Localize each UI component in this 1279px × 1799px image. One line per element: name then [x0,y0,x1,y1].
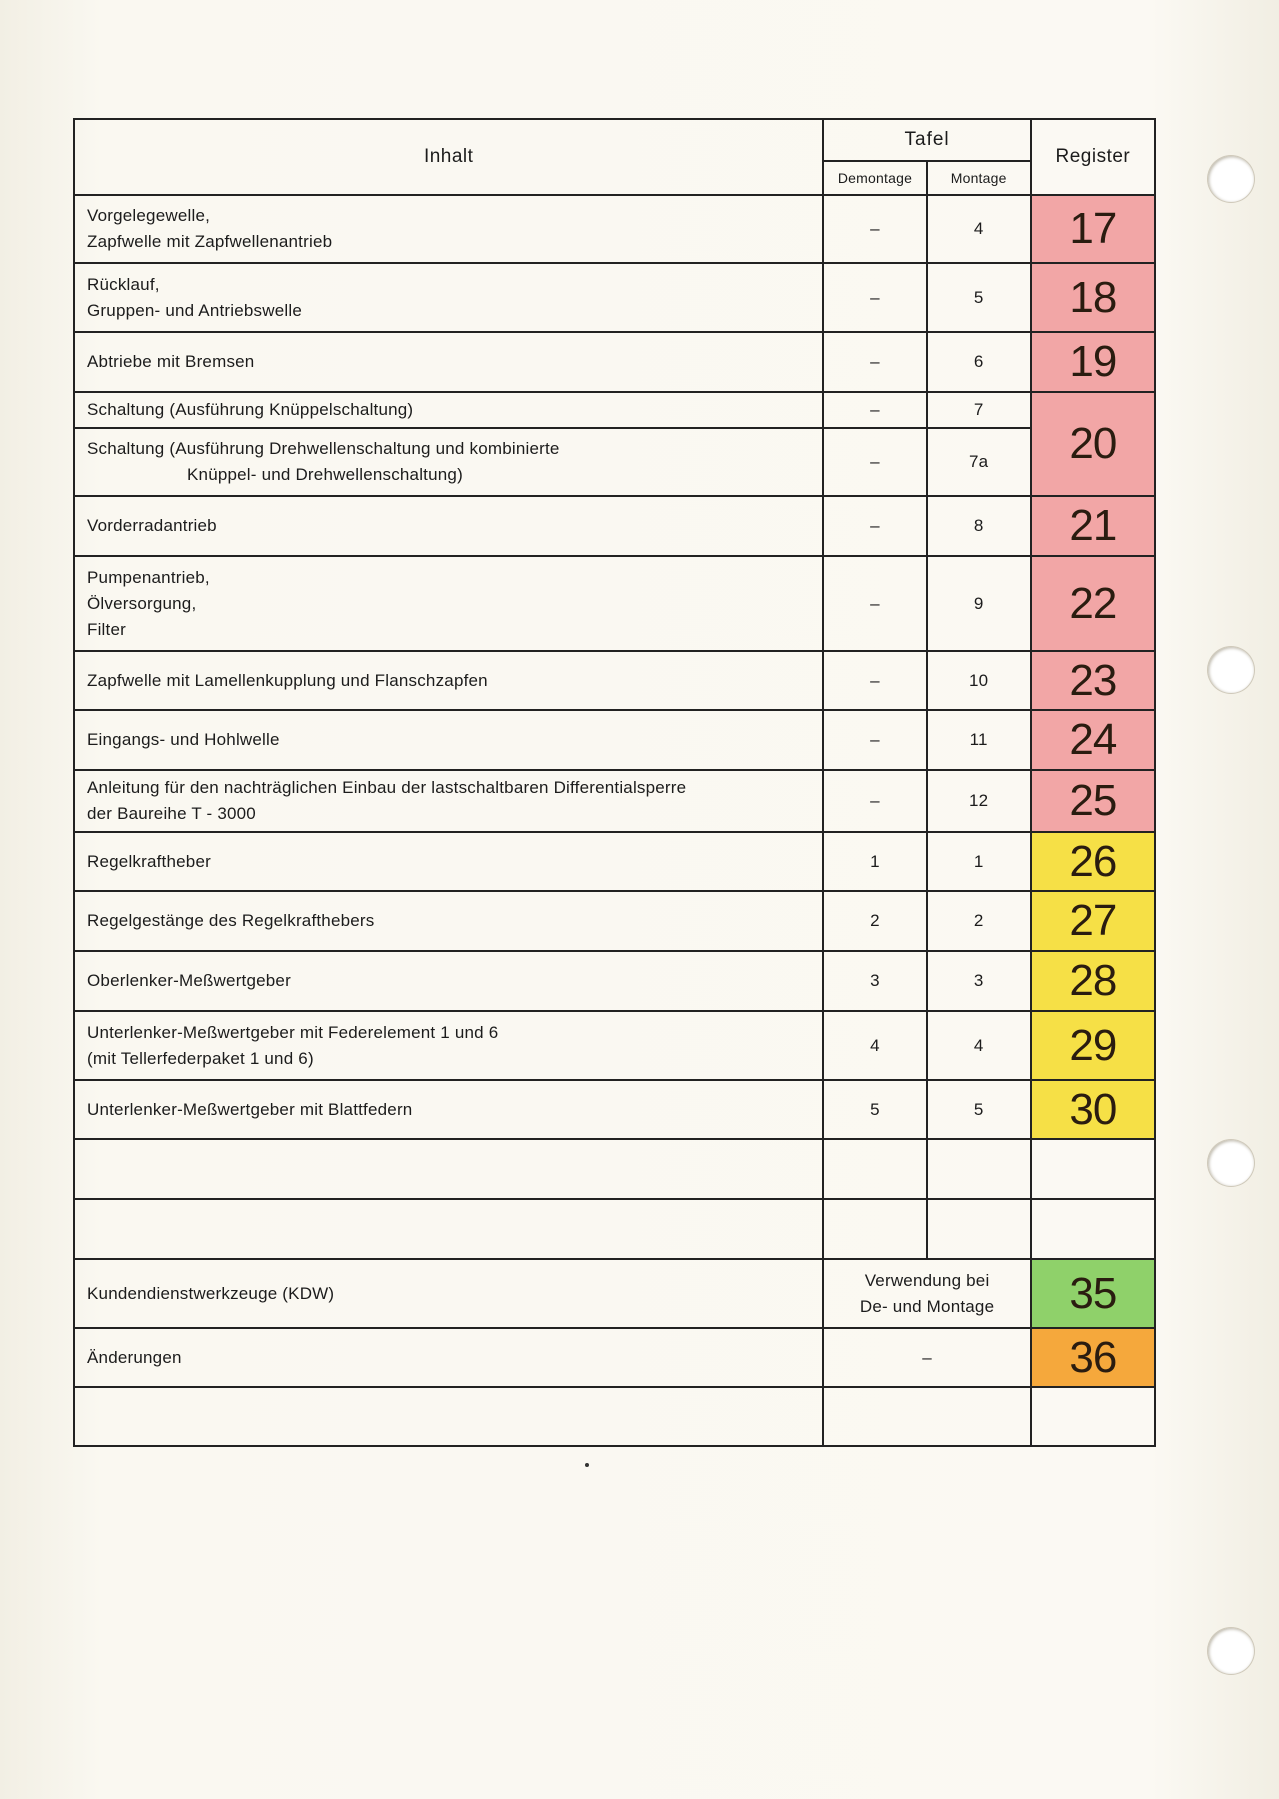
table-row [74,651,1155,710]
inhalt-line: Schaltung (Ausführung Knüppelschaltung) [87,400,414,419]
demontage-cell: 2 [823,891,926,951]
inhalt-line: Unterlenker-Meßwertgeber mit Federelement 1 und 6 [87,1022,499,1042]
inhalt-cell [74,1011,823,1080]
montage-cell: 7a [927,428,1031,496]
demontage-cell: – [823,651,926,710]
kdw-tafel-line: Verwendung bei [864,1270,990,1290]
register-tab[interactable]: 19 [1031,332,1155,392]
montage-cell: 3 [927,951,1031,1011]
register-tab[interactable]: 20 [1031,392,1155,496]
inhalt-line: Vorgelegewelle, [87,206,211,225]
empty-cell [927,1139,1031,1199]
inhalt-line: Zapfwelle mit Lamellenkupplung und Flanschzapfen [87,670,488,690]
demontage-cell: – [823,332,926,392]
montage-cell: 9 [927,556,1031,651]
montage-cell: 10 [927,651,1031,710]
montage-cell: 2 [927,891,1031,951]
register-tab-kdw[interactable]: 35 [1031,1259,1155,1328]
aenderungen-label: Änderungen [74,1328,823,1387]
inhalt-cell [74,428,823,496]
header-register: Register [1031,119,1155,195]
punch-hole [1208,647,1254,693]
register-tab[interactable]: 24 [1031,710,1155,770]
table-row [74,496,1155,556]
table-row [74,195,1155,263]
demontage-cell: – [823,428,926,496]
register-tab[interactable]: 22 [1031,556,1155,651]
inhalt-line: Schaltung (Ausführung Drehwellenschaltung und kombinierte [87,439,560,458]
empty-cell [823,1387,1030,1446]
inhalt-line: Zapfwelle mit Zapfwellenantrieb [87,232,333,251]
inhalt-cell [74,263,823,332]
empty-cell [74,1387,823,1446]
register-tab[interactable]: 29 [1031,1011,1155,1080]
kdw-tafel-cell [823,1259,1030,1328]
empty-row [74,1139,1155,1199]
montage-cell: 5 [927,1080,1031,1139]
inhalt-cell [74,651,823,710]
kdw-tafel-line: De- und Montage [859,1296,995,1316]
table-row [74,891,1155,951]
table-row [74,428,1155,496]
register-tab[interactable]: 23 [1031,651,1155,710]
inhalt-line: Gruppen- und Antriebswelle [87,300,302,320]
aenderungen-tafel-cell: – [823,1328,1030,1387]
inhalt-cell [74,891,823,951]
empty-row [74,1387,1155,1446]
montage-cell: 12 [927,770,1031,832]
header-montage: Montage [927,161,1031,195]
montage-cell: 6 [927,332,1031,392]
paper-speck [585,1463,589,1467]
empty-cell [823,1199,926,1259]
demontage-cell: 1 [823,832,926,891]
table-row [74,392,1155,428]
register-tab[interactable]: 30 [1031,1080,1155,1139]
empty-cell [1031,1139,1155,1199]
demontage-cell: 5 [823,1080,926,1139]
demontage-cell: – [823,556,926,651]
table-row [74,263,1155,332]
table-row [74,951,1155,1011]
register-index-table [73,118,1156,1447]
inhalt-line: Eingangs- und Hohlwelle [87,730,280,749]
inhalt-line: Filter [87,619,126,639]
inhalt-line: Unterlenker-Meßwertgeber mit Blattfedern [87,1099,413,1119]
register-tab[interactable]: 28 [1031,951,1155,1011]
inhalt-line: Pumpenantrieb, [87,567,210,587]
header-demontage: Demontage [823,161,926,195]
header-inhalt: Inhalt [74,119,823,195]
inhalt-line: (mit Tellerfederpaket 1 und 6) [87,1048,314,1068]
table-row [74,710,1155,770]
register-tab[interactable]: 17 [1031,195,1155,263]
inhalt-cell [74,556,823,651]
inhalt-cell [74,832,823,891]
punch-hole [1208,1140,1254,1186]
demontage-cell: – [823,195,926,263]
table-row [74,832,1155,891]
header-tafel: Tafel [823,119,1030,161]
table-row [74,1080,1155,1139]
register-tab[interactable]: 18 [1031,263,1155,332]
register-tab[interactable]: 21 [1031,496,1155,556]
inhalt-line: Vorderradantrieb [87,516,217,535]
demontage-cell: – [823,770,926,832]
montage-cell: 8 [927,496,1031,556]
inhalt-cell [74,392,823,428]
montage-cell: 4 [927,1011,1031,1080]
register-tab[interactable]: 25 [1031,770,1155,832]
empty-cell [1031,1199,1155,1259]
inhalt-line: Oberlenker-Meßwertgeber [87,971,291,990]
demontage-cell: – [823,392,926,428]
table-row-aenderungen [74,1328,1155,1387]
empty-row [74,1199,1155,1259]
inhalt-line: Rücklauf, [87,274,160,294]
inhalt-cell [74,710,823,770]
inhalt-line: Knüppel- und Drehwellenschaltung) [187,465,463,484]
demontage-cell: – [823,263,926,332]
punch-hole [1208,1628,1254,1674]
montage-cell: 11 [927,710,1031,770]
table-row [74,770,1155,832]
register-tab-aenderungen[interactable]: 36 [1031,1328,1155,1387]
inhalt-cell [74,951,823,1011]
demontage-cell: – [823,496,926,556]
table-row [74,1011,1155,1080]
empty-cell [927,1199,1031,1259]
kdw-label: Kundendienstwerkzeuge (KDW) [74,1259,823,1328]
inhalt-line: Ölversorgung, [87,593,197,613]
empty-cell [1031,1387,1155,1446]
demontage-cell: 3 [823,951,926,1011]
register-tab[interactable]: 26 [1031,832,1155,891]
inhalt-cell [74,1080,823,1139]
inhalt-cell [74,195,823,263]
inhalt-cell [74,770,823,832]
table-row-kdw [74,1259,1155,1328]
montage-cell: 7 [927,392,1031,428]
punch-hole [1208,156,1254,202]
montage-cell: 4 [927,195,1031,263]
inhalt-line: Anleitung für den nachträglichen Einbau der lastschaltbaren Differentialsperre [87,778,687,797]
table-row [74,556,1155,651]
empty-cell [823,1139,926,1199]
montage-cell: 5 [927,263,1031,332]
inhalt-line: Regelgestänge des Regelkrafthebers [87,911,375,930]
inhalt-line: Regelkraftheber [87,851,211,871]
inhalt-line: Abtriebe mit Bremsen [87,352,255,371]
montage-cell: 1 [927,832,1031,891]
empty-cell [74,1139,823,1199]
inhalt-cell [74,332,823,392]
inhalt-cell [74,496,823,556]
register-tab[interactable]: 27 [1031,891,1155,951]
inhalt-line: der Baureihe T - 3000 [87,804,256,823]
empty-cell [74,1199,823,1259]
table-row [74,332,1155,392]
demontage-cell: 4 [823,1011,926,1080]
table-body [74,195,1155,1446]
demontage-cell: – [823,710,926,770]
